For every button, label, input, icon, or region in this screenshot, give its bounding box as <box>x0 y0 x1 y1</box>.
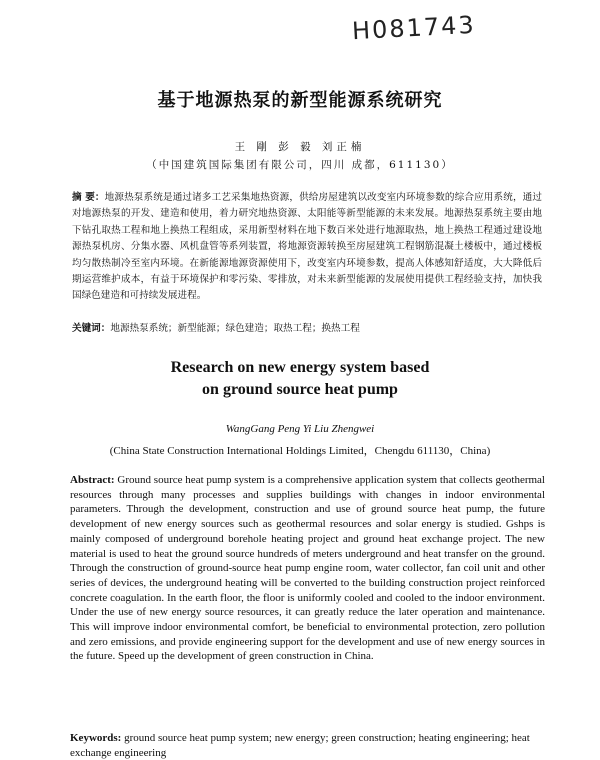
english-title <box>0 357 600 401</box>
chinese-abstract <box>72 190 542 305</box>
english-affiliation: (China State Construction International Holdings Limited，Chengdu 611130，China) <box>109 445 491 457</box>
english-keywords-label: Keywords: <box>70 732 122 744</box>
english-authors: WangGang Peng Yi Liu Zhengwei <box>225 423 375 435</box>
english-title-line-2: on ground source heat pump <box>202 381 398 398</box>
chinese-abstract-text: 地源热泵系统是通过诸多工艺采集地热资源，供给房屋建筑以改变室内环境参数的综合应用系统，通过对地源热泵的开发、建造和使用，着力研究地热资源、太阳能等新型能源的未来发展。地源热泵系统主要由地下钻孔取热工程和地上换热工程组成，采用新型材料在地下数百米处进行地源取热，地上换热工程通过建设地源热泵机房、分集水器、风机盘管等系列装置，将地源资源转换至房屋建筑工程钢筋混凝土楼板中，通过楼板均匀散热制冷至室内环境。在新能源地源资源使用下，改变室内环境参数，提高人体感知舒适度，大大降低后期运营维护成本，有益于环境保护和零污染、零排放，对未来新型能源的发展使用提供工程经验支持，加快我国绿色建造和可持续发展进程。 <box>72 192 543 302</box>
english-abstract <box>70 473 545 664</box>
english-abstract-label: Abstract: <box>70 474 115 486</box>
handwritten-note: H081743 <box>351 10 477 46</box>
chinese-title: 基于地源热泵的新型能源系统研究 <box>157 90 443 111</box>
chinese-keywords <box>72 321 542 337</box>
english-abstract-text: Ground source heat pump system is a comprehensive application system that collects geothermal resources through many processes and supplies buildings with changes in indoor environmental parameters. Through the development, construction and use of ground source heat pump, the future development of new energy sources such as geothermal resources and solar energy is studied. Gshps is mainly composed of underground borehole heating project and ground heat exchange project. The new material is used to heat the ground source hundreds of meters underground and heat transfer on the ground. Through the construction of ground-source heat pump engine room, water collector, fan coil unit and other series of devices, the underground heating will be converted to the building construction project reinforced concrete coagulation. In the earth floor, the floor is uniformly cooled and cooled to the indoor environment. Under the use of new energy source resources, it can greatly reduce the later operation and maintenance. This will improve indoor environmental comfort, be beneficial to environmental protection, zero pollution and zero emissions, and provide engineering support for the development and use of new energy sources in the future. Speed up the development of green construction in China. <box>70 474 545 663</box>
english-keywords <box>70 731 545 760</box>
chinese-keywords-label: 关键词： <box>72 323 111 334</box>
chinese-keywords-text: 地源热泵系统；新型能源；绿色建造；取热工程；换热工程 <box>110 323 360 334</box>
chinese-abstract-label: 摘 要： <box>72 192 105 203</box>
english-keywords-text: ground source heat pump system; new energy; green construction; heating engineering; heat exchange engineering <box>70 732 530 759</box>
chinese-authors: 王 剛 彭 毅 刘正楠 <box>234 141 366 153</box>
chinese-affiliation: （中国建筑国际集团有限公司，四川 成都，611130） <box>146 159 454 171</box>
english-title-line-1: Research on new energy system based <box>170 359 430 376</box>
